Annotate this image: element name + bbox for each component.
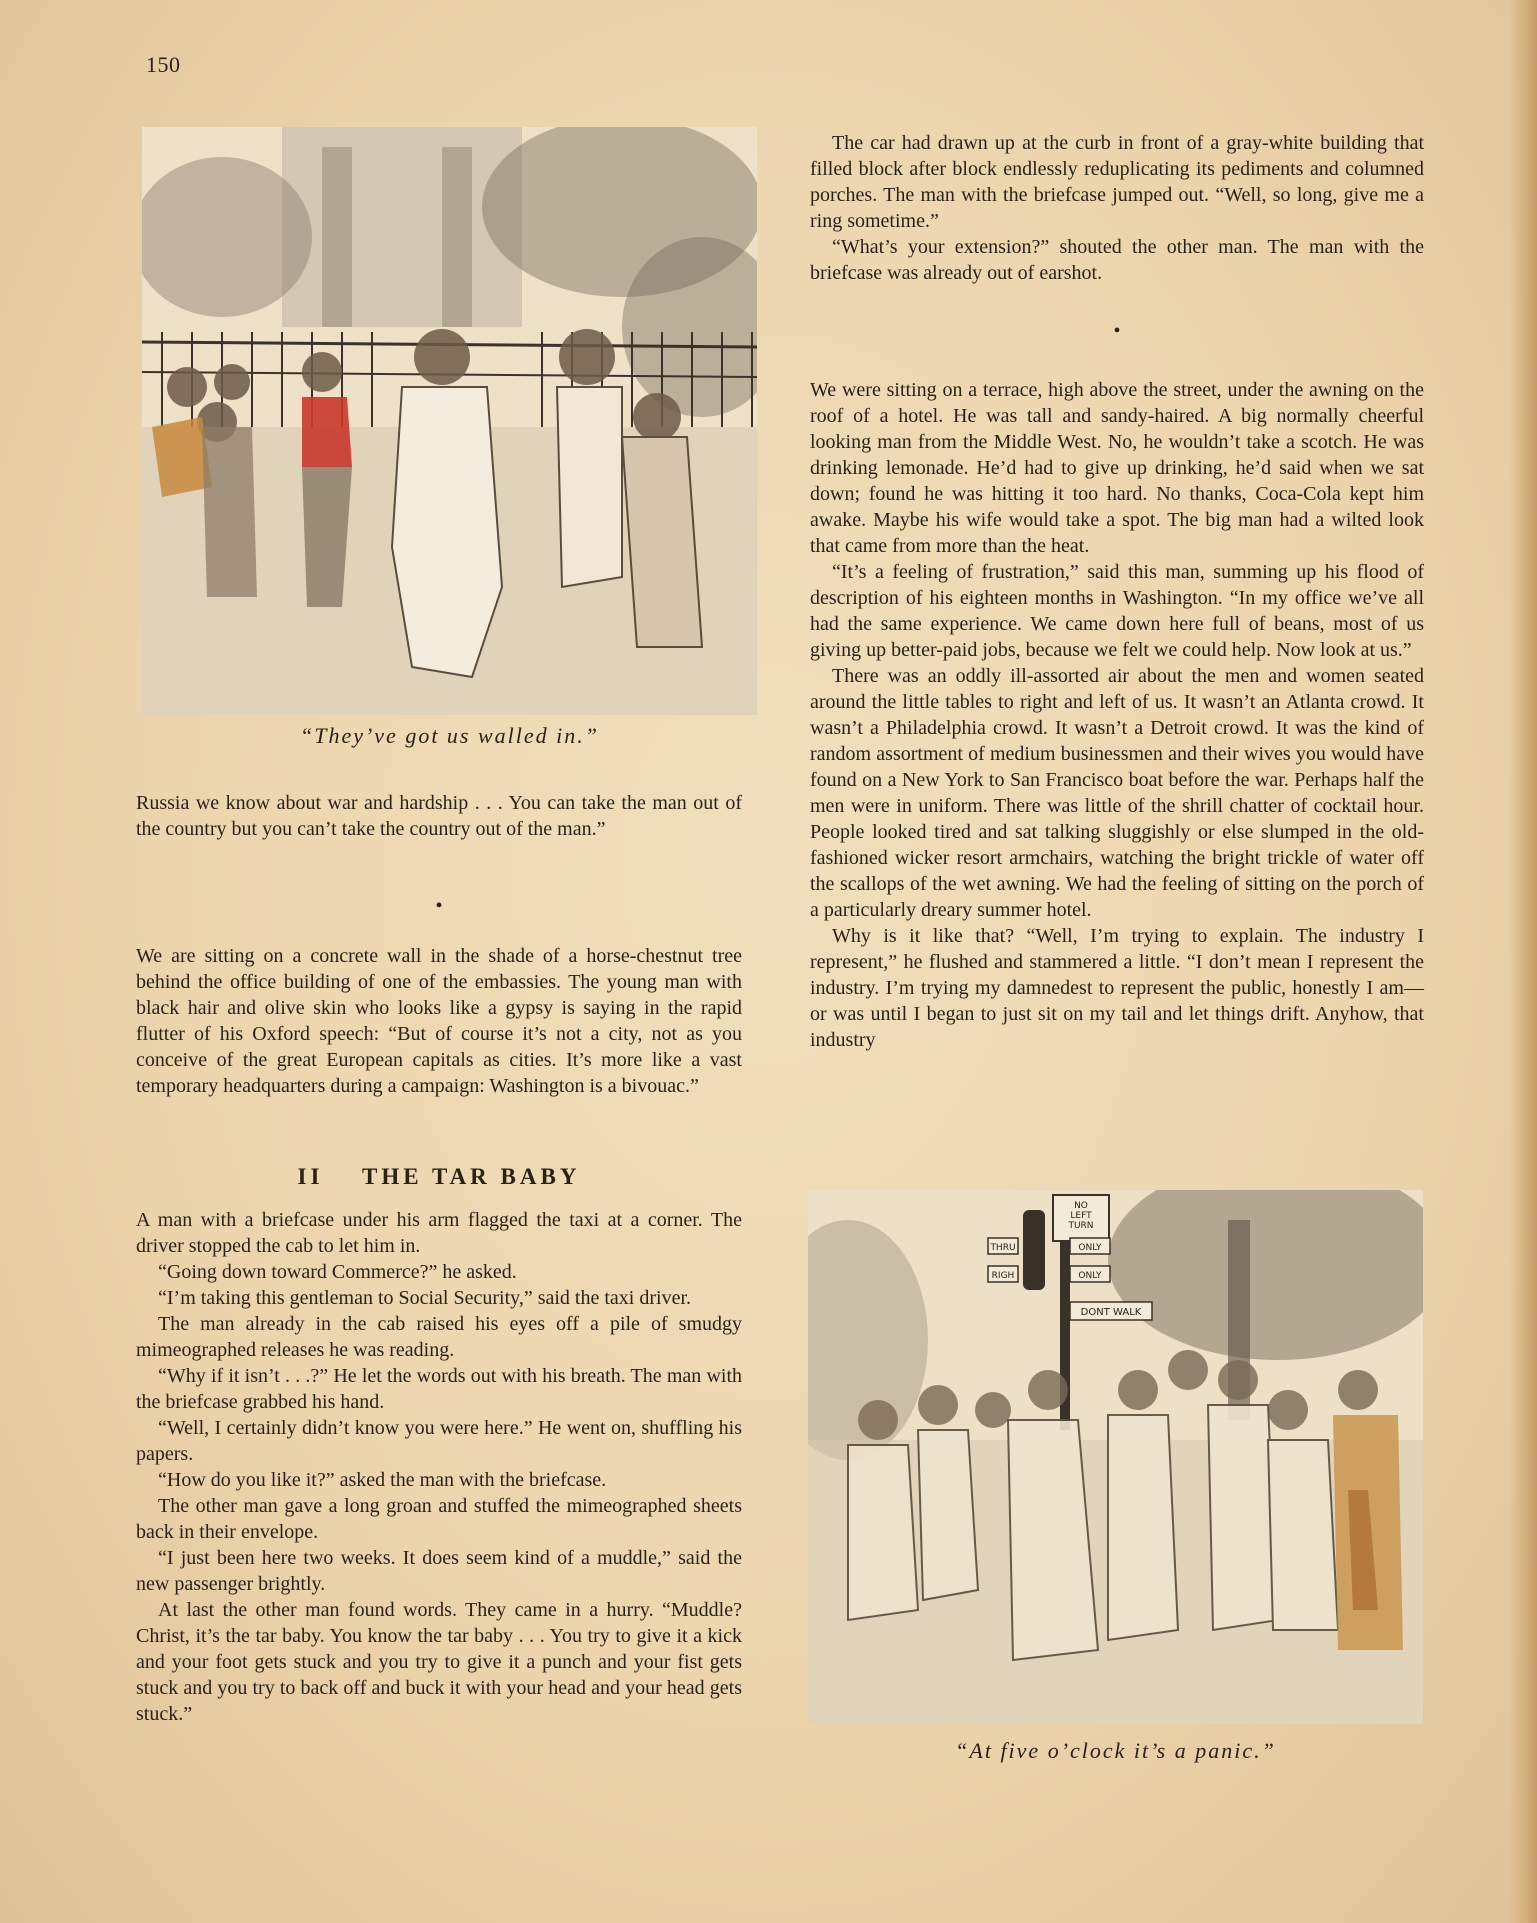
section-separator: •: [1113, 320, 1121, 342]
left-column-middle: [136, 943, 742, 1099]
paragraph: We were sitting on a terrace, high above the street, under the awning on the roof of a hotel. He was tall and sandy-haired. A big normally cheerful looking man from the Middle West. No, he wouldn’t take a scotch. He was drinking lemonade. He’d had to give up drinking, he’d said when we sat down; found he was hitting it too hard. No thanks, Coca-Cola kept him awake. Maybe his wife would take a spot. The big man had a wilted look that came from more than the heat.: [810, 379, 1424, 557]
paragraph: At last the other man found words. They came in a hurry. “Muddle? Christ, it’s the tar baby. You know the tar baby . . . You try to give it a kick and your foot gets stuck and you try to give it a punch and your fist gets stuck and you try to back off and buck it with your head and your head gets stuck.”: [136, 1599, 742, 1725]
paragraph: “It’s a feeling of frustration,” said this man, summing up his flood of description of his eighteen months in Washington. “In my office we’ve all had the same experience. We came down here full of beans, most of us giving up better-paid jobs, because we felt we could help. Now look at us.”: [810, 561, 1424, 661]
illustration-children-dancing: [142, 127, 757, 715]
paragraph: There was an oddly ill-assorted air about the men and women seated around the little tables to right and left of us. It wasn’t an Atlanta crowd. It wasn’t a Philadelphia crowd. It wasn’t a Detroit crowd. It was the kind of random assortment of medium businessmen and their wives you would have found on a New York to San Francisco boat before the war. Perhaps half the men were in uniform. There was little of the shrill chatter of cocktail hour. People looked tired and sat talking sluggishly or else slumped in the old-fashioned wicker resort armchairs, watching the bright trickle of water off the scallops of the wet awning. We had the feeling of sitting on the porch of a particularly dreary summer hotel.: [810, 665, 1424, 921]
sign-thru-only: ONLY: [1078, 1243, 1102, 1253]
paragraph: “I just been here two weeks. It does seem kind of a muddle,” said the new passenger brightly.: [136, 1547, 742, 1595]
illustration-street-crowd: [808, 1190, 1423, 1724]
children-dancing-drawing: [142, 127, 757, 715]
paragraph: “Well, I certainly didn’t know you were here.” He went on, shuffling his papers.: [136, 1417, 742, 1465]
paragraph: “What’s your extension?” shouted the other man. The man with the briefcase was already out of earshot.: [810, 236, 1424, 284]
sign-right-only: ONLY: [1078, 1271, 1102, 1281]
page-number: 150: [146, 52, 181, 77]
paragraph: “Why if it isn’t . . .?” He let the words out with his breath. The man with the briefcase grabbed his hand.: [136, 1365, 742, 1413]
paragraph: The car had drawn up at the curb in front of a gray-white building that filled block after block endlessly reduplicating its pediments and columned porches. The man with the briefcase jumped out. “Well, so long, give me a ring sometime.”: [810, 132, 1424, 232]
section-separator: •: [435, 895, 443, 917]
paragraph: We are sitting on a concrete wall in the shade of a horse-chestnut tree behind the office building of one of the embassies. The young man with black hair and olive skin who looks like a gypsy is saying in the rapid flutter of his Oxford speech: “But of course it’s not a city, not as you conceive of the great European capitals as cities. It’s more like a vast temporary headquarters during a campaign: Washington is a bivouac.”: [136, 945, 742, 1097]
left-column-upper: [136, 790, 742, 842]
paragraph: A man with a briefcase under his arm flagged the taxi at a corner. The driver stopped the cab to let him in.: [136, 1209, 742, 1257]
sign-no-left-turn: NO LEFT TURN: [1068, 1201, 1094, 1231]
paragraph: “How do you like it?” asked the man with the briefcase.: [158, 1469, 607, 1491]
paragraph: “Going down toward Commerce?” he asked.: [158, 1261, 517, 1283]
left-column-lower: [136, 1207, 742, 1727]
paragraph: The man already in the cab raised his eyes off a pile of smudgy mimeographed releases he was reading.: [136, 1313, 742, 1361]
page-edge-shadow: [1509, 0, 1537, 1923]
sign-right: RIGH: [991, 1271, 1015, 1281]
sign-dont-walk: DONT WALK: [1080, 1307, 1142, 1318]
right-column-lower: [810, 377, 1424, 1053]
illustration-bottom-caption: “At five o’clock it’s a panic.”: [955, 1738, 1276, 1763]
right-column-upper: [810, 130, 1424, 286]
paragraph: “I’m taking this gentleman to Social Security,” said the taxi driver.: [158, 1287, 692, 1309]
illustration-top-caption: “They’ve got us walled in.”: [299, 723, 600, 748]
paragraph: The other man gave a long groan and stuffed the mimeographed sheets back in their envelope.: [136, 1495, 742, 1543]
paragraph: Why is it like that? “Well, I’m trying to explain. The industry I represent,” he flushed and stammered a little. “I don’t mean I represent the industry. I’m trying my damnedest to represent the public, honestly I am—or was until I began to just sit on my tail and let things drift. Anyhow, that industry: [810, 925, 1424, 1051]
section-heading: II THE TAR BABY: [297, 1164, 581, 1189]
street-crowd-drawing: [808, 1190, 1423, 1724]
sign-thru: THRU: [990, 1243, 1016, 1253]
paragraph: Russia we know about war and hardship . . . You can take the man out of the country but you can’t take the country out of the man.”: [136, 792, 742, 840]
